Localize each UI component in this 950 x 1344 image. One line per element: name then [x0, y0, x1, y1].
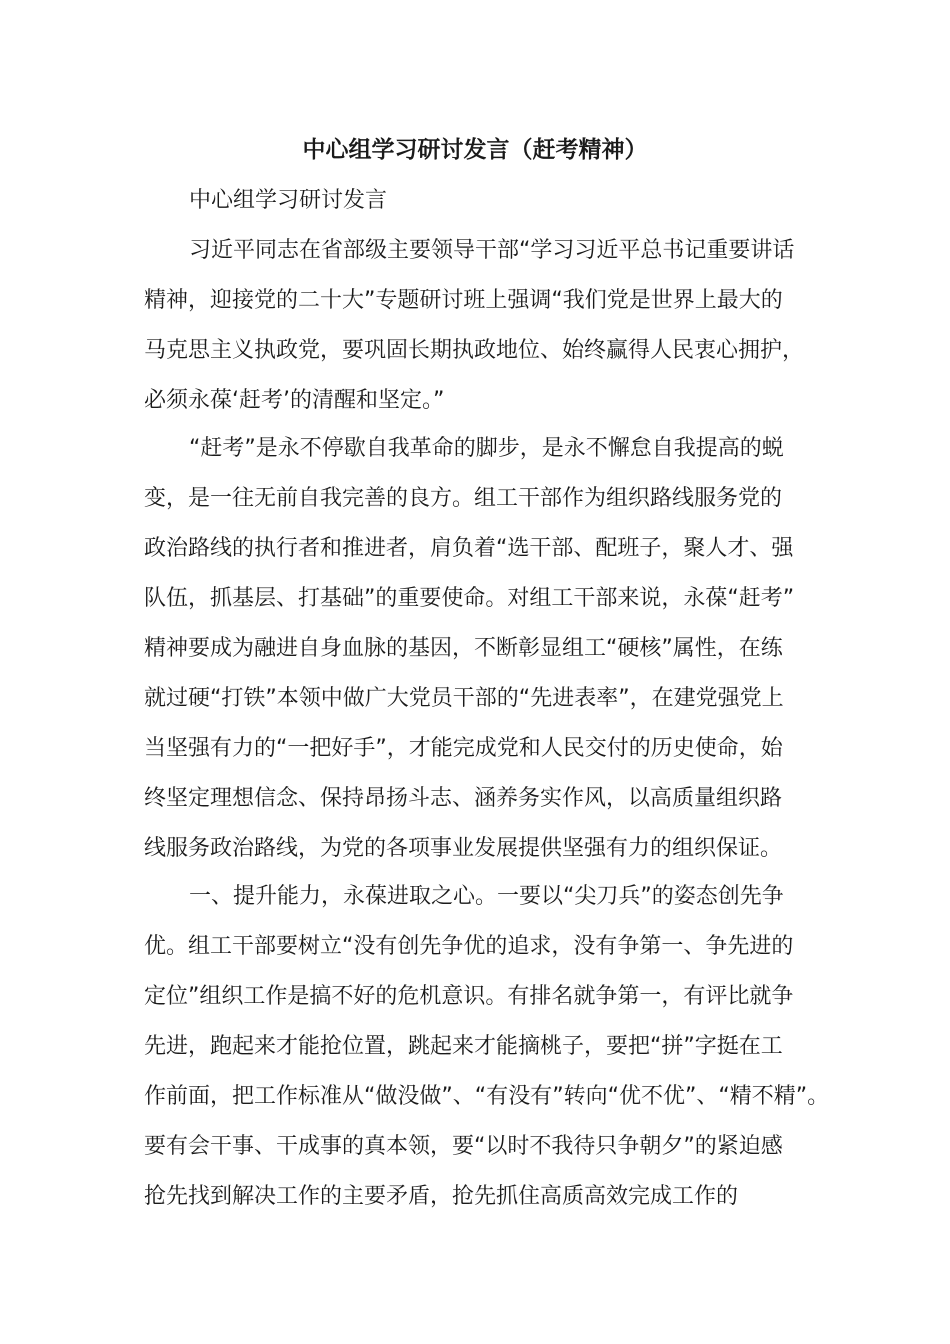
paragraph-line: 先进，跑起来才能抢位置，跳起来才能摘桃子，要把“拼”字挺在工 — [144, 1034, 783, 1059]
paragraph-line: 一、提升能力，永葆进取之心。一要以“尖刀兵”的姿态创先争 — [189, 884, 784, 909]
paragraph-line: 习近平同志在省部级主要领导干部“学习习近平总书记重要讲话 — [189, 238, 795, 263]
paragraph-3 — [144, 872, 830, 1222]
paragraph-line: 线服务政治路线，为党的各项事业发展提供坚强有力的组织保证。 — [144, 836, 783, 861]
paragraph-line: 马克思主义执政党，要巩固长期执政地位、始终赢得人民衷心拥护， — [144, 338, 805, 363]
paragraph-1 — [144, 226, 812, 426]
document-title: 中心组学习研讨发言（赶考精神） — [302, 137, 648, 163]
paragraph-subtitle — [144, 176, 812, 226]
paragraph-line: “赶考”是永不停歇自我革命的脚步，是永不懈怠自我提高的蜕 — [189, 436, 784, 461]
paragraph-line: 变，是一往无前自我完善的良方。组工干部作为组织路线服务党的 — [144, 486, 783, 511]
paragraph-line: 抢先找到解决工作的主要矛盾，抢先抓住高质高效完成工作的 — [144, 1184, 739, 1209]
paragraph-line: 就过硬“打铁”本领中做广大党员干部的“先进表率”，在建党强党上 — [144, 686, 784, 711]
paragraph-2 — [144, 424, 812, 874]
paragraph-line: 当坚强有力的“一把好手”，才能完成党和人民交付的历史使命，始 — [144, 736, 783, 761]
paragraph-line: 精神要成为融进自身血脉的基因，不断彰显组工“硬核”属性，在练 — [144, 636, 783, 661]
paragraph-line: 定位”组织工作是搞不好的危机意识。有排名就争第一，有评比就争 — [144, 984, 794, 1009]
paragraph-line: 终坚定理想信念、保持昂扬斗志、涵养务实作风，以高质量组织路 — [144, 786, 783, 811]
paragraph-line: 精神，迎接党的二十大”专题研讨班上强调“我们党是世界上最大的 — [144, 288, 783, 313]
paragraph-line: 优。组工干部要树立“没有创先争优的追求，没有争第一、争先进的 — [144, 934, 794, 959]
paragraph-line: 队伍，抓基层、打基础”的重要使命。对组工干部来说，永葆“赶考” — [144, 586, 795, 611]
paragraph-line: 要有会干事、干成事的真本领，要“以时不我待只争朝夕”的紧迫感 — [144, 1134, 783, 1159]
paragraph-line: 中心组学习研讨发言 — [189, 188, 388, 213]
paragraph-line: 作前面，把工作标准从“做没做”、“有没有”转向“优不优”、“精不精”。 — [144, 1084, 830, 1109]
paragraph-line: 政治路线的执行者和推进者，肩负着“选干部、配班子，聚人才、强 — [144, 536, 794, 561]
paragraph-line: 必须永葆‘赶考’的清醒和坚定。” — [144, 388, 445, 413]
